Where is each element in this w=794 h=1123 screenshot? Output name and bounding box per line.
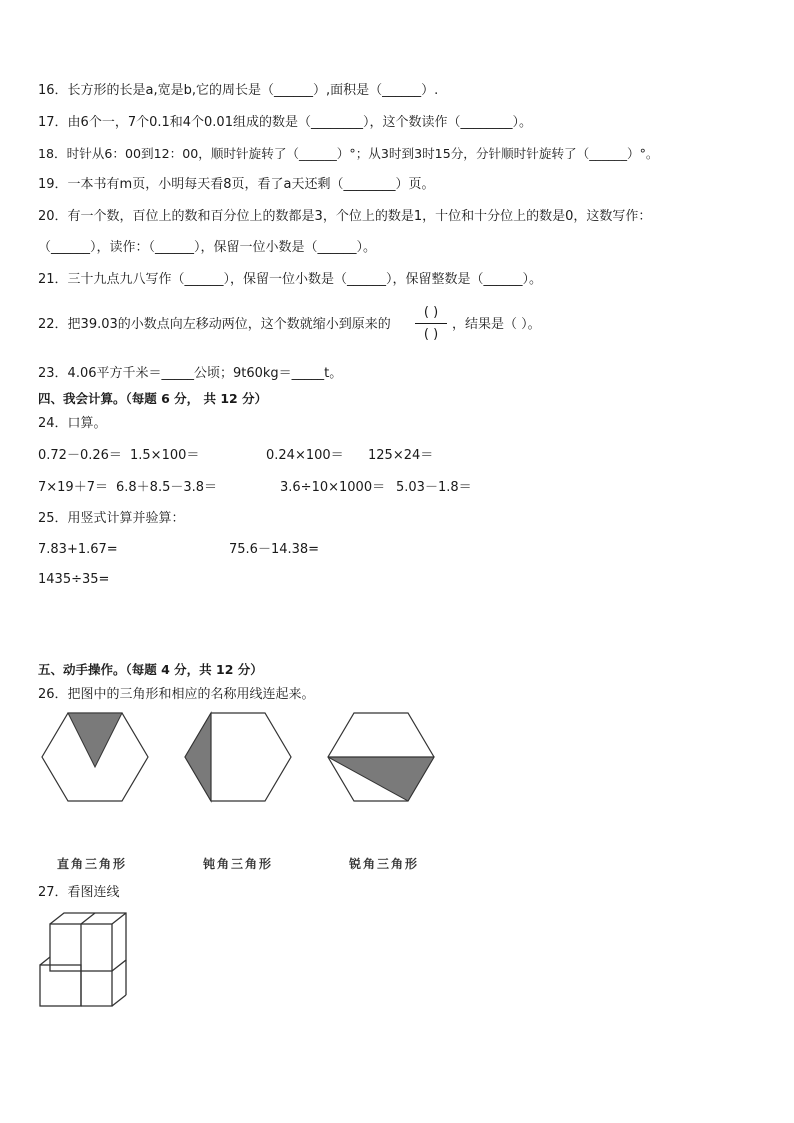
question-20-line1: 20．有一个数，百位上的数和百分位上的数都是3，个位上的数是1，十位和十分位上的数是0，这数写作： (38, 209, 652, 224)
cube-stack-figure (38, 910, 130, 1010)
mental-math-item: 7×19＋7＝ (38, 480, 108, 495)
question-24: 24．口算。 (38, 416, 107, 431)
mental-math-item: 125×24＝ (368, 448, 434, 463)
fraction-numerator: ( ) (423, 305, 439, 320)
question-22-result: ，结果是（ ）。 (452, 317, 541, 332)
question-23: 23．4.06平方千米＝_____公顷；9t60kg＝_____t。 (38, 366, 343, 381)
mental-math-item: 1.5×100＝ (130, 448, 200, 463)
hexagon-figure-2 (183, 710, 293, 804)
question-27: 27．看图连线 (38, 885, 120, 900)
section-4-heading: 四、我会计算。（每题 6 分， 共 12 分） (38, 391, 268, 406)
mental-math-item: 6.8＋8.5－3.8＝ (116, 480, 218, 495)
question-19: 19．一本书有m页，小明每天看8页，看了a天还剩（________）页。 (38, 177, 435, 192)
fraction-bar (415, 323, 447, 324)
mental-math-item: 5.03－1.8＝ (396, 480, 472, 495)
shaded-triangle (185, 713, 211, 801)
hexagon-figure-3 (326, 710, 436, 804)
question-16: 16．长方形的长是a,宽是b,它的周长是（______）,面积是（______）. (38, 83, 439, 98)
label-right-triangle: 直角三角形 (57, 857, 128, 871)
vertical-calc-item: 7.83+1.67= (38, 542, 118, 557)
question-20-line2: （______），读作：（______），保留一位小数是（______）。 (38, 240, 377, 255)
hexagon-figure-1 (40, 710, 150, 804)
vertical-calc-item: 75.6－14.38= (229, 542, 320, 557)
vertical-calc-item: 1435÷35= (38, 572, 110, 587)
question-26: 26．把图中的三角形和相应的名称用线连起来。 (38, 687, 315, 702)
question-17: 17．由6个一，7个0.1和4个0.01组成的数是（________），这个数读作（________）。 (38, 115, 532, 130)
question-25: 25．用竖式计算并验算： (38, 511, 185, 526)
mental-math-item: 0.72－0.26＝ (38, 448, 122, 463)
question-18: 18．时针从6：00到12：00，顺时针旋转了（______）°；从3时到3时15分，分针顺时针旋转了（______）°。 (38, 146, 659, 161)
fraction-blank (413, 303, 449, 345)
label-obtuse-triangle: 钝角三角形 (203, 857, 274, 871)
mental-math-item: 3.6÷10×1000＝ (280, 480, 386, 495)
mental-math-item: 0.24×100＝ (266, 448, 344, 463)
question-21: 21．三十九点九八写作（______），保留一位小数是（______），保留整数是（______）。 (38, 272, 543, 287)
section-5-heading: 五、动手操作。（每题 4 分，共 12 分） (38, 662, 263, 677)
label-acute-triangle: 锐角三角形 (349, 857, 420, 871)
question-22-text: 22．把39.03的小数点向左移动两位，这个数就缩小到原来的 (38, 317, 391, 332)
fraction-denominator: ( ) (423, 327, 439, 342)
